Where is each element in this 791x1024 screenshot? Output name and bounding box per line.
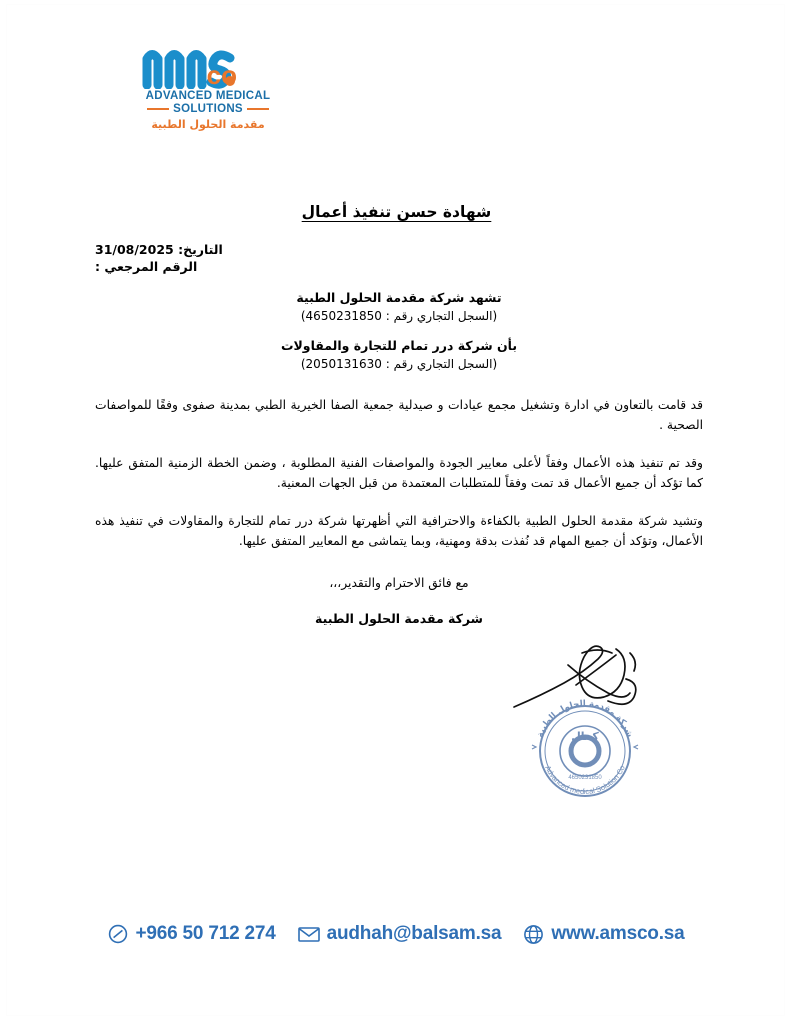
logo-arabic-tagline: مقدمة الحلول الطبية xyxy=(151,118,265,131)
body-paragraph-2: وقد تم تنفيذ هذه الأعمال وفقاً لأعلى معايير الجودة والمواصفات الفنية المطلوبة ، وضمن الخطة الزمنية المتفق عليها. كما تؤكد أن جميع الأعمال قد تمت وفقاً للمتطلبات المعتمدة من قبل الجهات المعنية. xyxy=(95,456,703,490)
footer-phone-text: +966 50 712 274 xyxy=(135,923,276,944)
body-paragraph-1: قد قامت بالتعاون في ادارة وتشغيل مجمع عيادات و صيدلية جمعية الصفا الخيرية الطبي بمدينة صفوى وفقًا للمواصفات الصحية . xyxy=(95,398,703,432)
contractor-name: بأن شركة درر تمام للتجارة والمقاولات xyxy=(280,338,518,353)
envelope-icon xyxy=(298,926,320,943)
svg-text:Advanced medical Solution Co: Advanced medical Solution Co xyxy=(543,763,627,797)
logo-rule-right-icon xyxy=(147,108,169,110)
svg-text:شركة مقدمة الحلول الطبية: شركة مقدمة الحلول الطبية xyxy=(535,698,635,739)
phone-icon xyxy=(108,924,128,944)
footer-email[interactable] xyxy=(298,923,502,945)
globe-icon xyxy=(523,924,544,945)
footer-phone[interactable] xyxy=(108,923,275,945)
signature-area xyxy=(512,635,672,810)
issuer-cr-number: (السجل التجاري رقم : 4650231850) xyxy=(300,309,498,323)
reference-line xyxy=(95,258,703,275)
page-canvas xyxy=(6,4,785,1016)
page-title: شهادة حسن تنفيذ أعمال xyxy=(301,203,492,221)
logo-line-advanced-medical: ADVANCED MEDICAL xyxy=(145,90,271,102)
date-label: التاريخ: xyxy=(178,242,223,257)
footer-contact-bar xyxy=(7,923,786,945)
logo-line-solutions: SOLUTIONS xyxy=(173,103,243,115)
body-paragraph-3: وتشيد شركة مقدمة الحلول الطبية بالكفاءة والاحترافية التي أظهرتها شركة درر تمام للتجارة والمقاولات في تنفيذ هذه الأعمال، وتؤكد أن جميع المهام قد نُفذت بدقة ومهنية، وبما يتماشى مع المعايير المتفق عليها. xyxy=(95,514,703,548)
document-body xyxy=(95,241,703,629)
company-stamp-icon xyxy=(522,693,648,805)
svg-text:4650231850: 4650231850 xyxy=(568,775,602,781)
svg-text:كمال: كمال xyxy=(571,730,599,743)
contractor-block xyxy=(95,337,703,373)
company-logo xyxy=(133,43,283,131)
footer-email-text: audhah@balsam.sa xyxy=(326,923,502,944)
signer-name: شركة مقدمة الحلول الطبية xyxy=(315,611,483,626)
date-value: 31/08/2025 xyxy=(95,242,174,257)
contractor-cr-number: (السجل التجاري رقم : 2050131630) xyxy=(300,357,498,371)
logo-ams-co-icon xyxy=(133,43,283,89)
issuer-block xyxy=(95,289,703,325)
closing-salutation: مع فائق الاحترام والتقدير،،، xyxy=(329,576,469,590)
logo-rule-left-icon xyxy=(247,108,269,110)
footer-website-text: www.amsco.sa xyxy=(551,923,685,944)
reference-label: الرقم المرجعي : xyxy=(95,259,198,274)
logo-solutions-row xyxy=(133,103,283,115)
logo-mark xyxy=(133,43,283,89)
svg-text:co: co xyxy=(206,60,237,89)
meta-block xyxy=(95,241,703,275)
footer-website[interactable] xyxy=(523,923,684,945)
date-line xyxy=(95,241,703,258)
issuer-name: تشهد شركة مقدمة الحلول الطبية xyxy=(296,290,502,305)
